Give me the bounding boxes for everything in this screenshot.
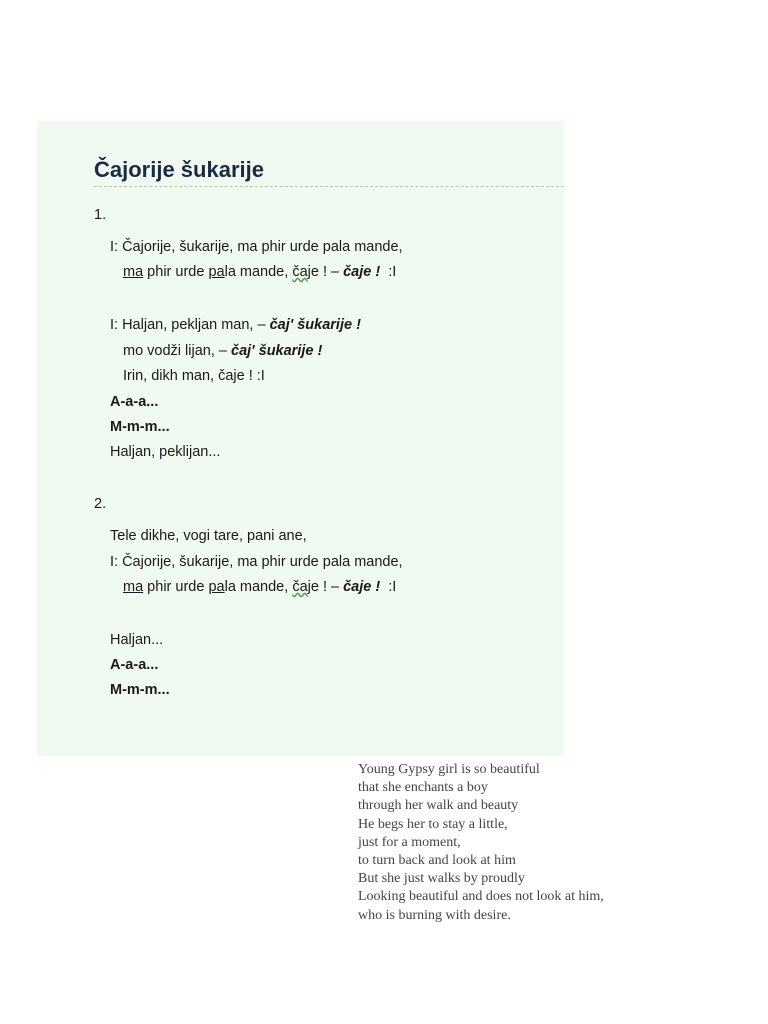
translation-line: that she enchants a boy [358, 780, 488, 796]
translation-line: who is burning with desire. [358, 907, 511, 923]
verse-2-line-3: ma phir urde pala mande, čaje ! – čaje ! :I [123, 579, 397, 595]
translation-line: to turn back and look at him [358, 853, 516, 869]
song-title: Čajorije šukarije [94, 157, 564, 187]
verse-2-line-6: M-m-m... [110, 682, 170, 698]
verse-2-number: 2. [94, 496, 107, 512]
verse-1-line-1: I: Čajorije, šukarije, ma phir urde pala mande, [110, 239, 403, 255]
verse-2-line-1: Tele dikhe, vogi tare, pani ane, [110, 528, 307, 544]
verse-1-line-7: M-m-m... [110, 419, 170, 435]
lyrics-panel [37, 121, 564, 756]
verse-2-line-2: I: Čajorije, šukarije, ma phir urde pala mande, [110, 554, 403, 570]
translation-line: Young Gypsy girl is so beautiful [358, 762, 540, 777]
verse-1-line-8: Haljan, peklijan... [110, 444, 221, 460]
translation-line: through her walk and beauty [358, 798, 519, 814]
verse-1-line-4: mo vodži lijan, – čaj' šukarije ! [123, 343, 323, 359]
english-translation [358, 761, 604, 925]
translation-line: He begs her to stay a little, [358, 816, 508, 832]
verse-1-line-2: ma phir urde pala mande, čaje ! – čaje ! :I [123, 264, 397, 280]
translation-line: Looking beautiful and does not look at him, [358, 889, 604, 905]
verse-1-number: 1. [94, 207, 107, 223]
verse-1-line-5: Irin, dikh man, čaje ! :I [123, 368, 265, 384]
translation-line: But she just walks by proudly [358, 871, 525, 887]
verse-2-line-5: A-a-a... [110, 657, 159, 673]
verse-1-line-3: I: Haljan, pekljan man, – čaj' šukarije ! [110, 317, 361, 333]
verse-2-line-4: Haljan... [110, 632, 164, 648]
translation-line: just for a moment, [358, 834, 461, 850]
verse-1-line-6: A-a-a... [110, 394, 159, 410]
